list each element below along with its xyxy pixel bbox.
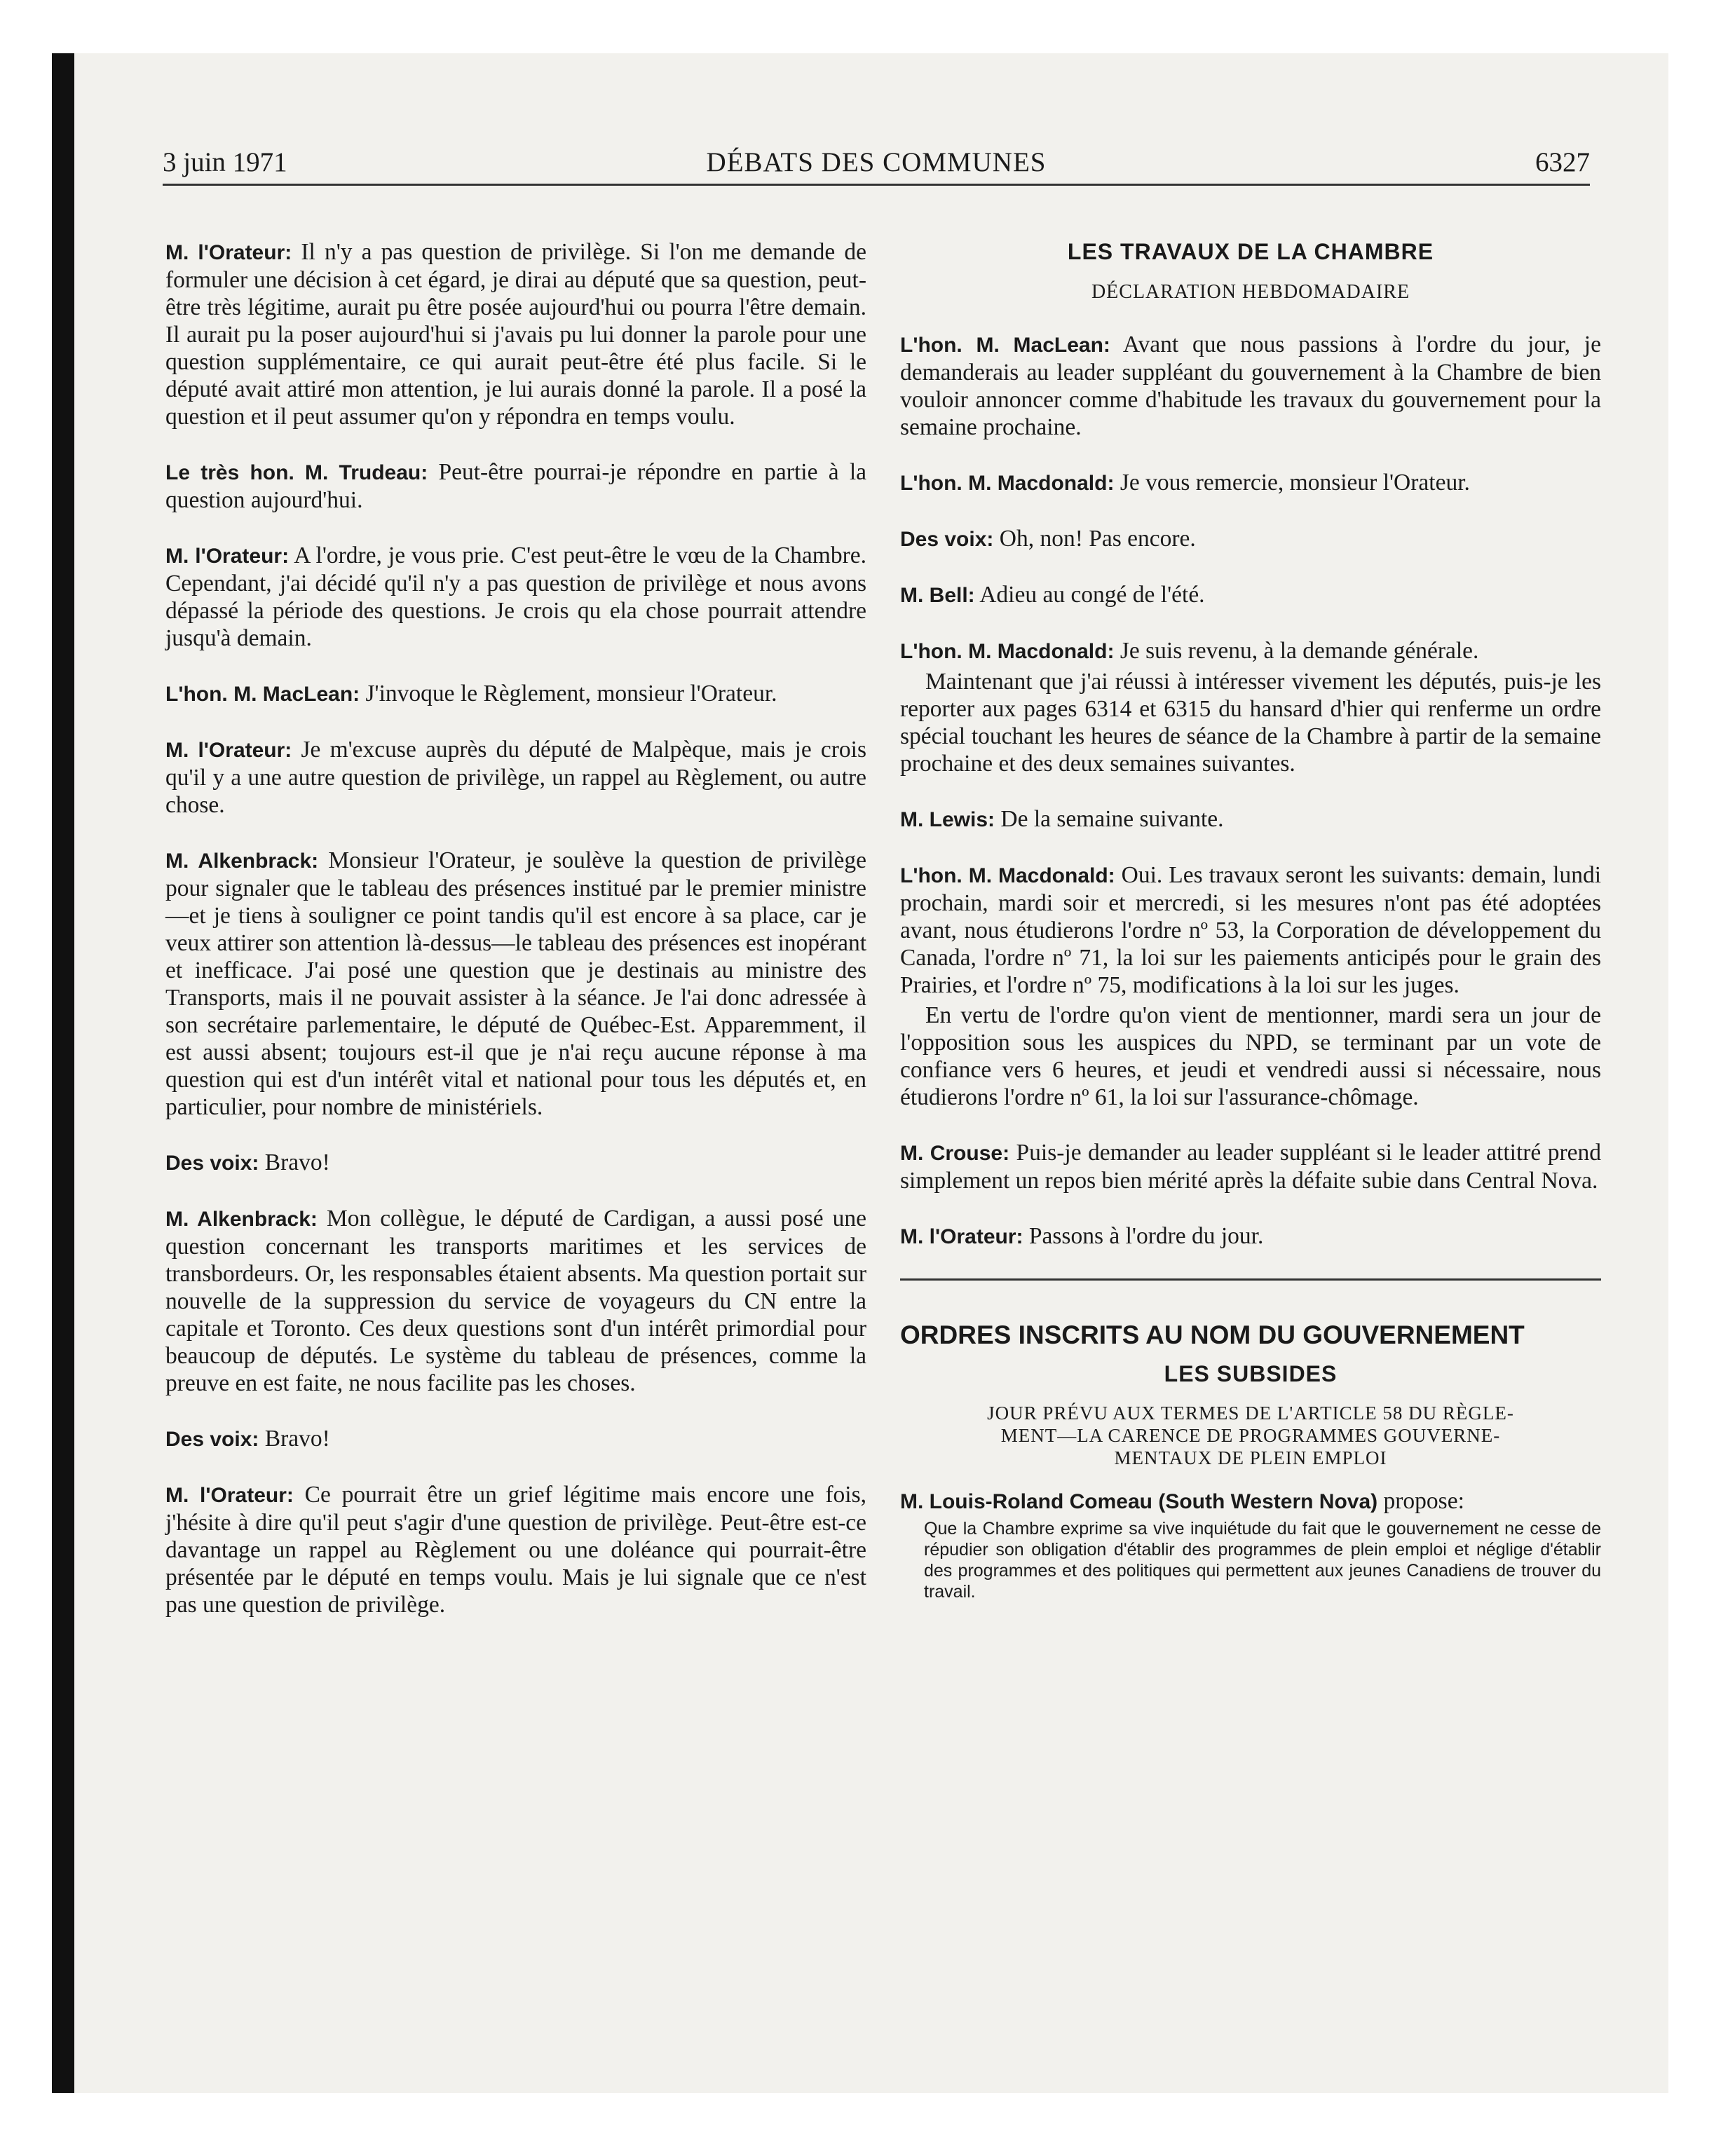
speaker: M. Bell: xyxy=(900,584,975,607)
speaker: M. Crouse: xyxy=(900,1142,1010,1165)
section-divider xyxy=(900,1278,1601,1281)
speaker: M. l'Orateur: xyxy=(165,739,292,762)
paragraph xyxy=(900,469,1601,497)
paragraph xyxy=(165,458,866,514)
section-subtitle: DÉCLARATION HEBDOMADAIRE xyxy=(1091,281,1410,303)
mover-paragraph xyxy=(900,1487,1601,1515)
speech: Bravo! xyxy=(264,1426,330,1452)
speech: Bravo! xyxy=(264,1149,330,1175)
paragraph xyxy=(900,861,1601,999)
scan-binding-edge xyxy=(52,53,74,2093)
paragraph xyxy=(900,668,1601,777)
paragraph xyxy=(165,1481,866,1618)
speech: Ce pourrait être un grief légitime mais encore une fois, j'hésite à dire qu'il peut s'agir d'une question de privilège. Peut-être est-ce davantage un rappel au Règlement ou une doléance qui pourrait-être présentée par le député en temps voulu. Mais je lui signale que ce n'est pas une question de privilège. xyxy=(165,1482,866,1618)
speech: Je m'excuse auprès du député de Malpèque, mais je crois qu'il y a une autre question de privilège, un rappel au Règlement, ou autre chose. xyxy=(165,737,866,818)
motion-text: Que la Chambre exprime sa vive inquiétude du fait que le gouvernement ne cesse de répudier son obligation d'établir des programmes de plein emploi et néglige d'établir des programmes et des politiques qui permettent aux jeunes Canadiens de trouver du travail. xyxy=(924,1519,1601,1602)
section-title: LES TRAVAUX DE LA CHAMBRE xyxy=(1067,239,1434,264)
speech: Passons à l'ordre du jour. xyxy=(1028,1223,1264,1249)
speech: Avant que nous passions à l'ordre du jour, je demanderais au leader suppléant du gouvernement à la Chambre de bien vouloir annoncer comme d'habitude les travaux du gouvernement pour la semaine prochaine. xyxy=(900,332,1601,440)
speech: En vertu de l'ordre qu'on vient de mentionner, mardi sera un jour de l'opposition sous les auspices du NPD, se terminant par un vote de confiance vers 6 heures, et jeudi et vendredi aussi si nécessaire, nous étudierons l'ordre nº 61, la loi sur l'assurance-chômage. xyxy=(900,1002,1601,1110)
speech: Je suis revenu, à la demande générale. xyxy=(1120,638,1479,664)
left-column xyxy=(165,238,866,1646)
speech: Adieu au congé de l'été. xyxy=(979,582,1205,608)
paragraph xyxy=(165,542,866,652)
paragraph xyxy=(900,1002,1601,1111)
speaker: M. l'Orateur: xyxy=(165,545,290,568)
speech: propose: xyxy=(1383,1488,1464,1514)
speech: Peut-être pourrai-je répondre en partie à la question aujourd'hui. xyxy=(165,459,866,513)
paragraph xyxy=(165,736,866,819)
speech: Mon collègue, le député de Cardigan, a aussi posé une question concernant les transports maritimes et les services de transbordeurs. Or, les responsables étaient absents. Ma question portait sur nouvelle de la suppression du service de voyageurs du CN entre la capitale et Toronto. Ces deux questions sont d'un intérêt primordial pour beaucoup de députés. Le système du tableau de présences, comme la preuve en est faite, ne nous facilite pas les choses. xyxy=(165,1206,867,1396)
speech: Oh, non! Pas encore. xyxy=(999,526,1196,552)
speaker: M. Louis-Roland Comeau (South Western Nova) xyxy=(900,1490,1378,1513)
speaker: M. Alkenbrack: xyxy=(165,1208,318,1231)
speaker: L'hon. M. Macdonald: xyxy=(900,864,1115,887)
paragraph xyxy=(900,1222,1601,1250)
day-heading xyxy=(900,1402,1601,1469)
header-page-number: 6327 xyxy=(1535,147,1590,177)
paragraph xyxy=(900,805,1601,833)
speaker: L'hon. M. Macdonald: xyxy=(900,640,1115,663)
paragraph xyxy=(900,331,1601,441)
speaker: L'hon. M. MacLean: xyxy=(165,683,360,706)
orders-title: ORDRES INSCRITS AU NOM DU GOUVERNEMENT xyxy=(900,1321,1525,1349)
day-heading-line: JOUR PRÉVU AUX TERMES DE L'ARTICLE 58 DU RÈGLE- xyxy=(987,1403,1514,1424)
paragraph xyxy=(900,525,1601,553)
paragraph xyxy=(165,680,866,708)
paragraph xyxy=(165,847,866,1121)
right-column xyxy=(900,238,1601,1602)
paragraph xyxy=(900,1139,1601,1194)
speech: J'invoque le Règlement, monsieur l'Orateur. xyxy=(365,681,777,707)
paragraph xyxy=(165,1425,866,1453)
day-heading-line: MENTAUX DE PLEIN EMPLOI xyxy=(1114,1447,1387,1468)
speaker: M. l'Orateur: xyxy=(900,1225,1023,1248)
speech: Je vous remercie, monsieur l'Orateur. xyxy=(1120,470,1470,496)
speaker: Des voix: xyxy=(165,1428,259,1451)
header-rule xyxy=(163,184,1590,186)
subsides-title: LES SUBSIDES xyxy=(1164,1361,1338,1386)
speech: Oui. Les travaux seront les suivants: demain, lundi prochain, mardi soir et mercredi, si les mesures n'ont pas été adoptées avant, nous étudierons l'ordre nº 53, la Corporation de développement du Canada, l'ordre nº 71, la loi sur les paiements anticipés pour le grain des Prairies, et l'ordre nº 75, modifications à la loi sur les juges. xyxy=(900,862,1602,998)
speaker: M. l'Orateur: xyxy=(165,1484,294,1507)
paragraph xyxy=(900,581,1601,609)
speech: De la semaine suivante. xyxy=(1000,806,1224,832)
speaker: L'hon. M. MacLean: xyxy=(900,334,1110,357)
speech: A l'ordre, je vous prie. C'est peut-être le vœu de la Chambre. Cependant, j'ai décidé qu'il n'y a pas question de privilège et nous avons dépassé la période des questions. Je crois qu ela chose pourrait attendre jusqu'à demain. xyxy=(165,543,866,651)
speech: Monsieur l'Orateur, je soulève la question de privilège pour signaler que le tableau des présences institué par le premier ministre—et je tiens à souligner ce point tandis qu'il est encore à sa place, car je veux attirer son attention là-dessus—le tableau des présences est inopérant et inefficace. J'ai posé une question que je destinais au ministre des Transports, mais il ne pouvait assister à la séance. Je l'ai donc adressée à son secrétaire parlementaire, le député de Québec-Est. Apparemment, il est aussi absent; toujours est-il que je n'ai reçu aucune réponse à ma question qui est d'un intérêt vital et national pour tous les députés et, en particulier, pour nombre de ministériels. xyxy=(165,847,867,1120)
speaker: Des voix: xyxy=(165,1152,259,1175)
speech: Il n'y a pas question de privilège. Si l'on me demande de formuler une décision à cet égard, je dirai au député que sa question, peut-être très légitime, aurait pu être posée aujourd'hui ou pourra l'être demain. Il aurait pu la poser aujourd'hui si j'avais pu lui donner la parole pour une question supplémentaire, ce qui aurait peut-être été plus facile. Si le député avait attiré mon attention, je lui aurais donné la parole. Il a posé la question et il peut assumer qu'on y répondra en temps voulu. xyxy=(165,239,866,430)
speaker: Des voix: xyxy=(900,528,994,551)
speech: Maintenant que j'ai réussi à intéresser vivement les députés, puis-je les reporter aux pages 6314 et 6315 du hansard d'hier qui renferme un ordre spécial touchant les heures de séance de la Chambre à partir de la semaine prochaine et des deux semaines suivantes. xyxy=(900,669,1601,777)
header-date: 3 juin 1971 xyxy=(163,147,287,177)
speaker: L'hon. M. Macdonald: xyxy=(900,472,1115,495)
header-title: DÉBATS DES COMMUNES xyxy=(706,147,1047,177)
paragraph xyxy=(165,1149,866,1177)
paragraph xyxy=(900,637,1601,665)
scan-margin xyxy=(0,0,1735,53)
speaker: M. Alkenbrack: xyxy=(165,850,319,873)
speech: Puis-je demander au leader suppléant si le leader attitré prend simplement un repos bien mérité après la défaite subie dans Central Nova. xyxy=(900,1140,1602,1194)
speaker: Le très hon. M. Trudeau: xyxy=(165,461,428,484)
speaker: M. Lewis: xyxy=(900,808,995,831)
page-header xyxy=(163,146,1590,188)
day-heading-line: MENT—LA CARENCE DE PROGRAMMES GOUVERNE- xyxy=(1000,1425,1501,1446)
paragraph xyxy=(165,1205,866,1397)
speaker: M. l'Orateur: xyxy=(165,241,292,264)
paragraph xyxy=(165,238,866,430)
